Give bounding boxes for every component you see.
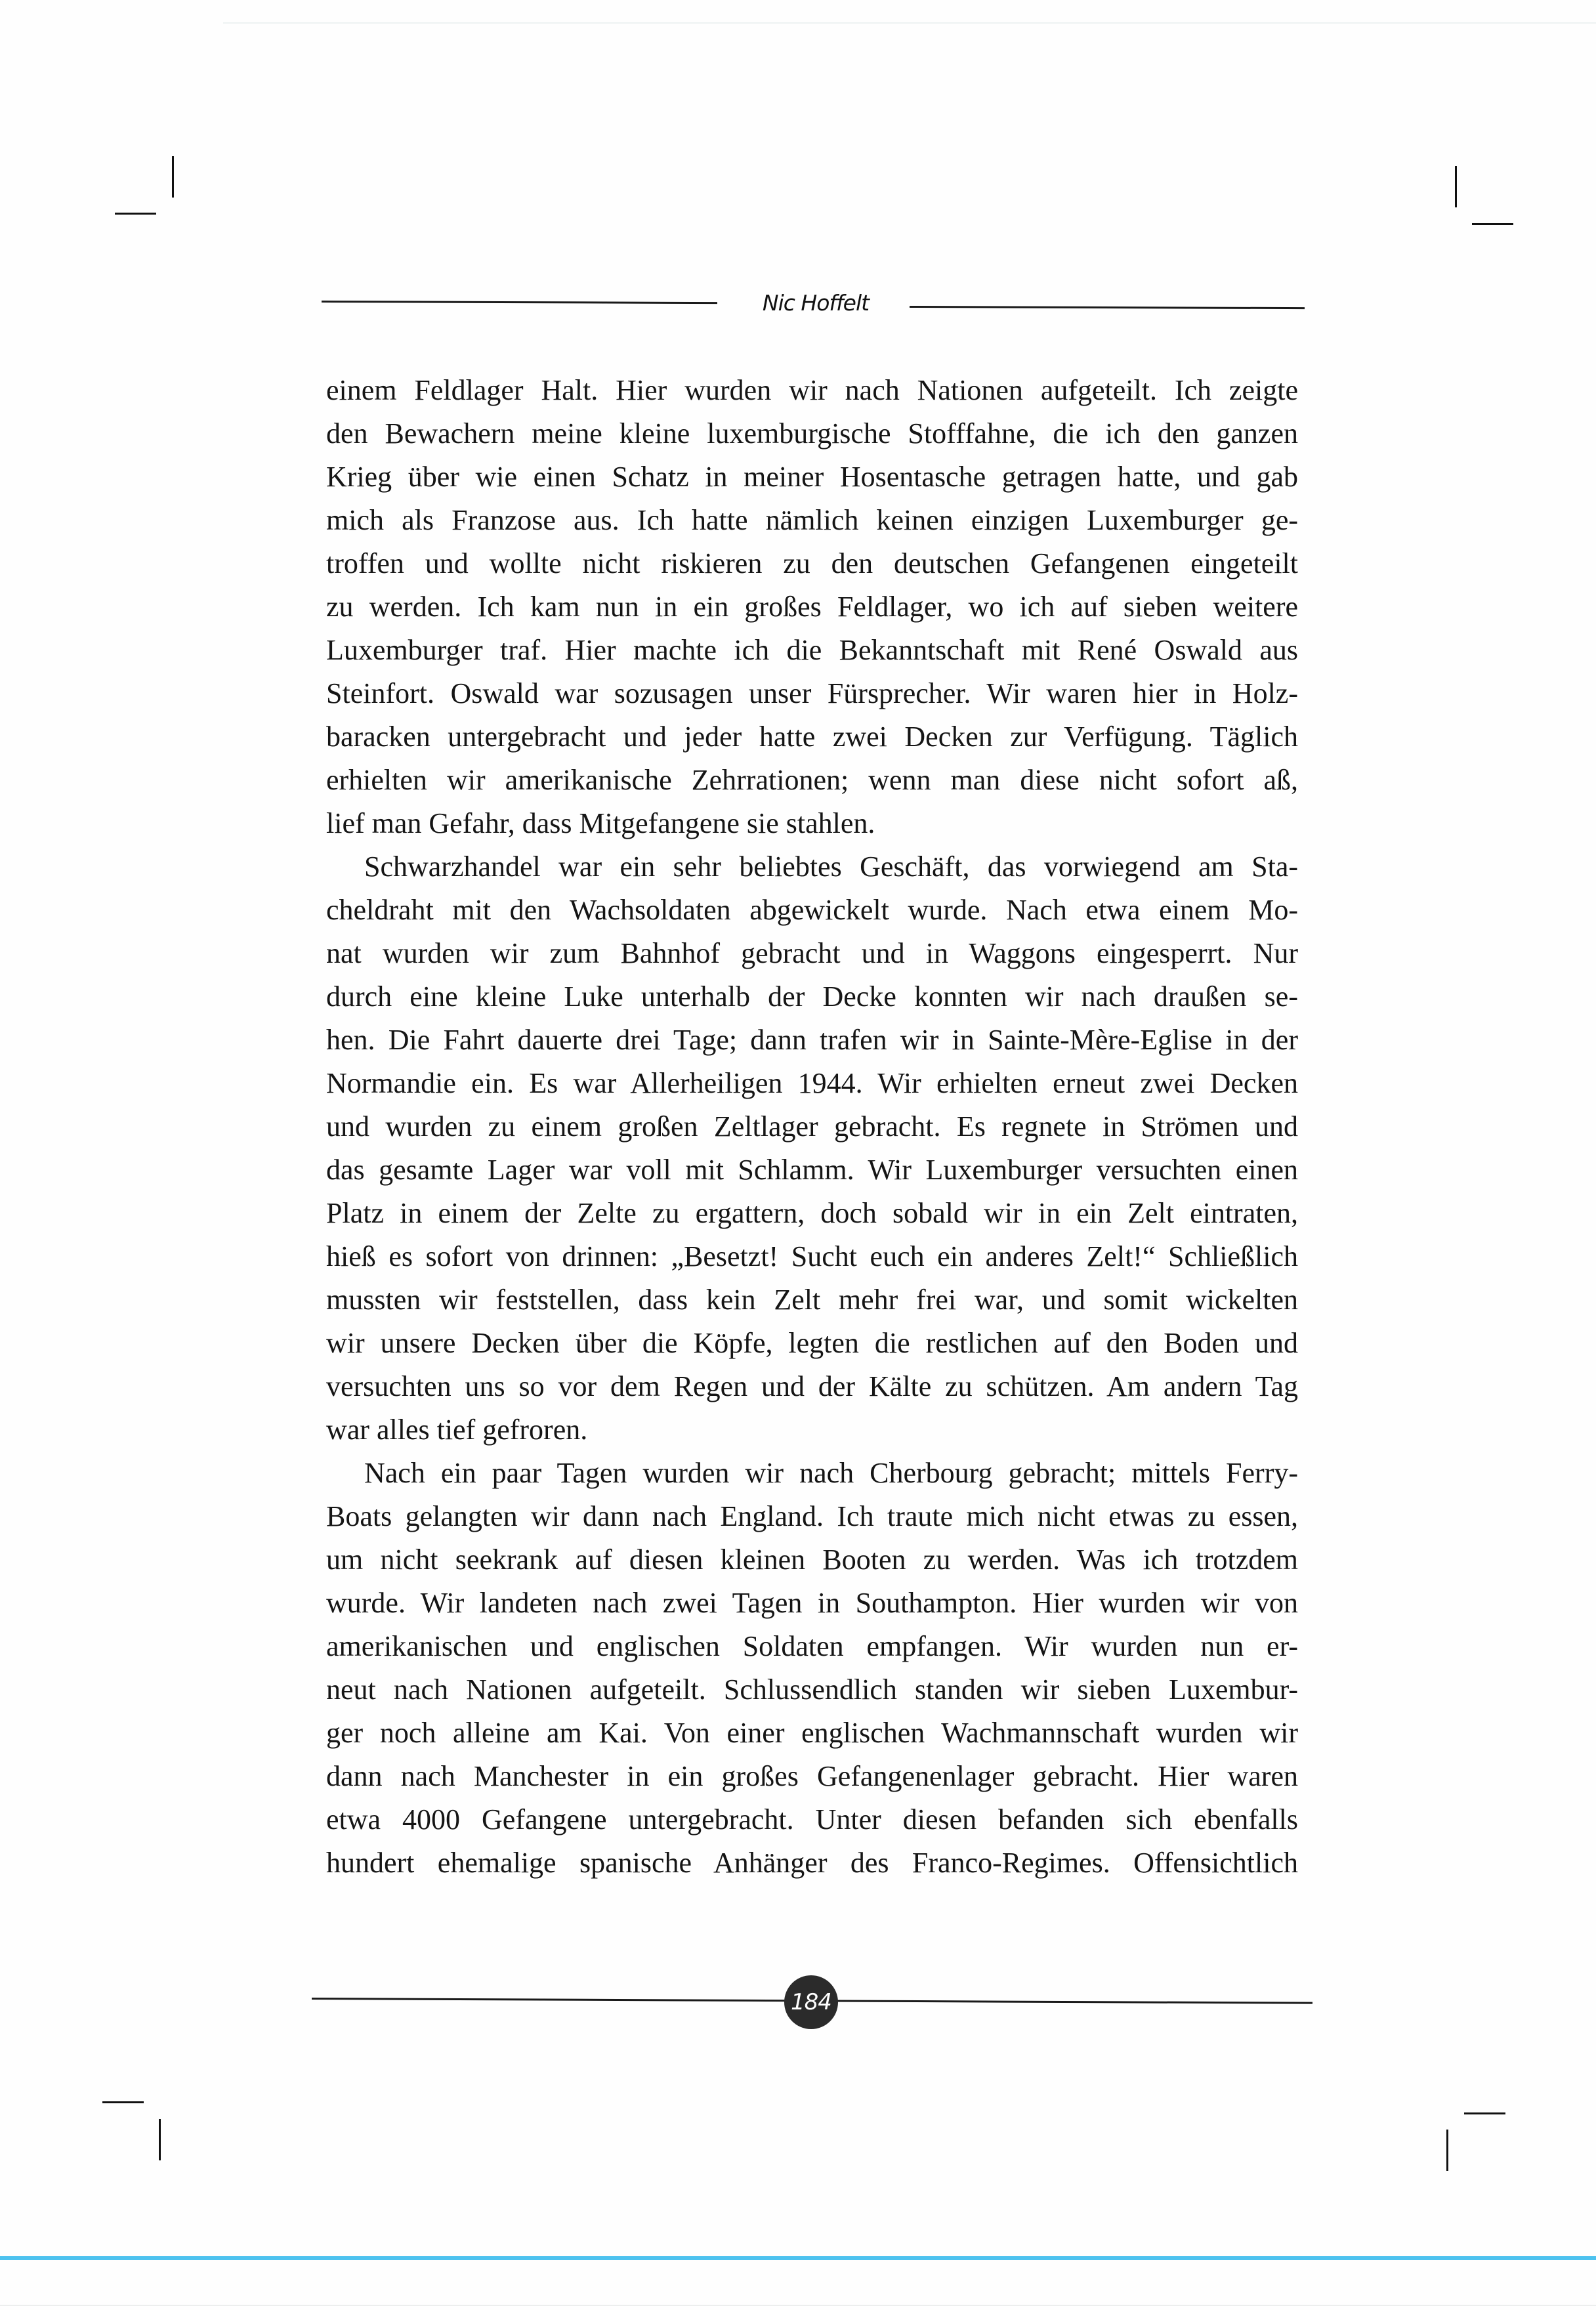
text-line: nat wurden wir zum Bahnhof gebracht und in Waggons eingesperrt. Nur — [326, 937, 1298, 969]
crop-mark-top-right-vertical — [1455, 166, 1457, 207]
page-number-badge: 184 — [784, 1975, 838, 2029]
crop-mark-bottom-left-vertical — [159, 2119, 161, 2160]
crop-mark-bottom-left-horizontal — [102, 2101, 144, 2103]
crop-mark-top-left-vertical — [172, 156, 174, 198]
header-rule-left — [322, 301, 717, 304]
running-header-author: Nic Hoffelt — [762, 290, 870, 316]
text-line: Steinfort. Oswald war sozusagen unser Fürsprecher. Wir waren hier in Holz- — [326, 677, 1298, 709]
text-line: amerikanischen und englischen Soldaten empfangen. Wir wurden nun er- — [326, 1630, 1298, 1662]
paragraph — [326, 369, 1298, 845]
text-line: Normandie ein. Es war Allerheiligen 1944. Wir erhielten erneut zwei Decken — [326, 1067, 1298, 1099]
text-line: Nach ein paar Tagen wurden wir nach Cherbourg gebracht; mittels Ferry- — [364, 1457, 1298, 1489]
text-line: erhielten wir amerikanische Zehrrationen; wenn man diese nicht sofort aß, — [326, 764, 1298, 796]
text-line: mich als Franzose aus. Ich hatte nämlich keinen einzigen Luxemburger ge- — [326, 504, 1298, 536]
paragraph — [326, 845, 1298, 1452]
body-text — [326, 369, 1298, 1885]
header-rule-right — [910, 306, 1305, 309]
crop-mark-bottom-right-vertical — [1446, 2130, 1448, 2171]
text-line: lief man Gefahr, dass Mitgefangene sie stahlen. — [326, 807, 875, 839]
text-line: durch eine kleine Luke unterhalb der Decke konnten wir nach draußen se- — [326, 980, 1298, 1013]
text-line: baracken untergebracht und jeder hatte zwei Decken zur Verfügung. Täglich — [326, 721, 1298, 753]
text-line: Boats gelangten wir dann nach England. Ich traute mich nicht etwas zu essen, — [326, 1500, 1298, 1532]
text-line: hen. Die Fahrt dauerte drei Tage; dann trafen wir in Sainte-Mère-Eglise in der — [326, 1024, 1298, 1056]
text-line: war alles tief gefroren. — [326, 1414, 588, 1446]
text-line: wir unsere Decken über die Köpfe, legten die restlichen auf den Boden und — [326, 1327, 1298, 1359]
text-line: hundert ehemalige spanische Anhänger des Franco-Regimes. Offensichtlich — [326, 1847, 1298, 1879]
text-line: ger noch alleine am Kai. Von einer englischen Wachmannschaft wurden wir — [326, 1717, 1298, 1749]
scan-edge-blue-line — [0, 2256, 1596, 2260]
text-line: um nicht seekrank auf diesen kleinen Booten zu werden. Was ich trotzdem — [326, 1544, 1298, 1576]
text-line: Schwarzhandel war ein sehr beliebtes Geschäft, das vorwiegend am Sta- — [364, 850, 1298, 883]
text-line: das gesamte Lager war voll mit Schlamm. Wir Luxemburger versuchten einen — [326, 1154, 1298, 1186]
crop-mark-top-right-horizontal — [1472, 223, 1513, 225]
text-line: und wurden zu einem großen Zeltlager gebracht. Es regnete in Strömen und — [326, 1110, 1298, 1143]
scan-edge-top — [223, 22, 1596, 24]
text-line: mussten wir feststellen, dass kein Zelt mehr frei war, und somit wickelten — [326, 1284, 1298, 1316]
text-line: neut nach Nationen aufgeteilt. Schlussendlich standen wir sieben Luxembur- — [326, 1673, 1298, 1706]
text-line: Luxemburger traf. Hier machte ich die Bekanntschaft mit René Oswald aus — [326, 634, 1298, 666]
text-line: dann nach Manchester in ein großes Gefangenenlager gebracht. Hier waren — [326, 1760, 1298, 1792]
crop-mark-top-left-horizontal — [115, 213, 156, 215]
paragraph — [326, 1452, 1298, 1885]
text-line: einem Feldlager Halt. Hier wurden wir nach Nationen aufgeteilt. Ich zeigte — [326, 374, 1298, 406]
text-line: Platz in einem der Zelte zu ergattern, doch sobald wir in ein Zelt eintraten, — [326, 1197, 1298, 1229]
text-line: etwa 4000 Gefangene untergebracht. Unter diesen befanden sich ebenfalls — [326, 1803, 1298, 1836]
text-line: Krieg über wie einen Schatz in meiner Hosentasche getragen hatte, und gab — [326, 461, 1298, 493]
scan-edge-bottom — [0, 2305, 1596, 2306]
text-line: versuchten uns so vor dem Regen und der Kälte zu schützen. Am andern Tag — [326, 1370, 1298, 1402]
text-line: troffen und wollte nicht riskieren zu den deutschen Gefangenen eingeteilt — [326, 547, 1298, 579]
crop-mark-bottom-right-horizontal — [1464, 2112, 1505, 2114]
text-line: cheldraht mit den Wachsoldaten abgewickelt wurde. Nach etwa einem Mo- — [326, 894, 1298, 926]
text-line: hieß es sofort von drinnen: „Besetzt! Sucht euch ein anderes Zelt!“ Schließlich — [326, 1240, 1298, 1272]
text-line: wurde. Wir landeten nach zwei Tagen in Southampton. Hier wurden wir von — [326, 1587, 1298, 1619]
text-line: den Bewachern meine kleine luxemburgische Stofffahne, die ich den ganzen — [326, 417, 1298, 450]
text-line: zu werden. Ich kam nun in ein großes Feldlager, wo ich auf sieben weitere — [326, 591, 1298, 623]
